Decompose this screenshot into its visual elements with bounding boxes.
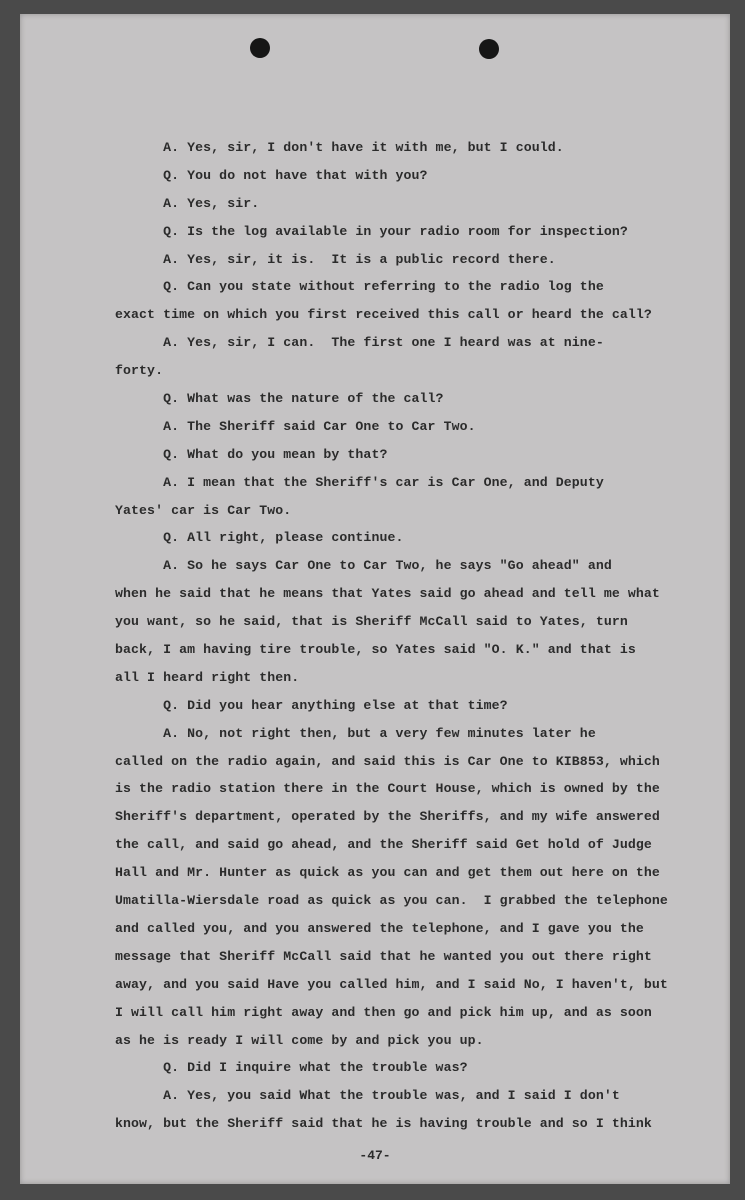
text-line: back, I am having tire trouble, so Yates said "O. K." and that is [115,642,636,658]
text-line: and called you, and you answered the telephone, and I gave you the [115,920,644,936]
text-line: A. Yes, you said What the trouble was, and I said I don't [115,1088,620,1104]
text-line: A. Yes, sir, I can. The first one I heard was at nine- [115,335,604,351]
page-number: -47- [359,1148,391,1163]
text-line: Q. Can you state without referring to the radio log the [115,279,604,295]
text-line: A. Yes, sir, I don't have it with me, but I could. [115,140,564,155]
text-line: Sheriff's department, operated by the Sheriffs, and my wife answered [115,809,660,825]
text-line: Q. Did I inquire what the trouble was? [115,1060,468,1076]
text-line: A. The Sheriff said Car One to Car Two. [115,418,476,434]
text-line: A. I mean that the Sheriff's car is Car One, and Deputy [115,474,604,490]
text-line: A. So he says Car One to Car Two, he says "Go ahead" and [115,558,612,574]
text-line: when he said that he means that Yates said go ahead and tell me what [115,586,660,602]
text-line: you want, so he said, that is Sheriff McCall said to Yates, turn [115,614,628,630]
text-line: A. Yes, sir. [115,195,260,211]
text-line: Umatilla-Wiersdale road as quick as you can. I grabbed the telephone [115,893,668,909]
text-line: I will call him right away and then go and pick him up, and as soon [115,1004,652,1020]
text-line: as he is ready I will come by and pick you up. [115,1032,484,1048]
text-line: A. No, not right then, but a very few minutes later he [115,725,596,741]
text-line: Q. Did you hear anything else at that time? [115,697,508,713]
text-line: Yates' car is Car Two. [115,502,292,518]
text-line: the call, and said go ahead, and the Sheriff said Get hold of Judge [115,837,652,853]
text-line: Q. What do you mean by that? [115,446,388,462]
text-line: forty. [115,363,164,379]
document-page [20,14,730,1184]
text-line: all I heard right then. [115,669,300,685]
text-line: called on the radio again, and said this is Car One to KIB853, which [115,753,660,769]
text-line: Q. All right, please continue. [115,530,404,546]
text-line: A. Yes, sir, it is. It is a public record there. [115,251,556,267]
text-line: Hall and Mr. Hunter as quick as you can and get them out here on the [115,865,660,881]
text-line: know, but the Sheriff said that he is having trouble and so I think [115,1116,652,1132]
binder-hole-right [479,39,499,59]
text-line: message that Sheriff McCall said that he wanted you out there right [115,948,652,964]
transcript-text [115,134,705,1138]
text-line: is the radio station there in the Court House, which is owned by the [115,781,660,797]
text-line: exact time on which you first received this call or heard the call? [115,307,652,323]
text-line: away, and you said Have you called him, and I said No, I haven't, but [115,976,668,992]
text-line: Q. Is the log available in your radio room for inspection? [115,223,628,239]
text-line: Q. You do not have that with you? [115,167,428,183]
text-line: Q. What was the nature of the call? [115,391,444,407]
binder-hole-left [250,38,270,58]
